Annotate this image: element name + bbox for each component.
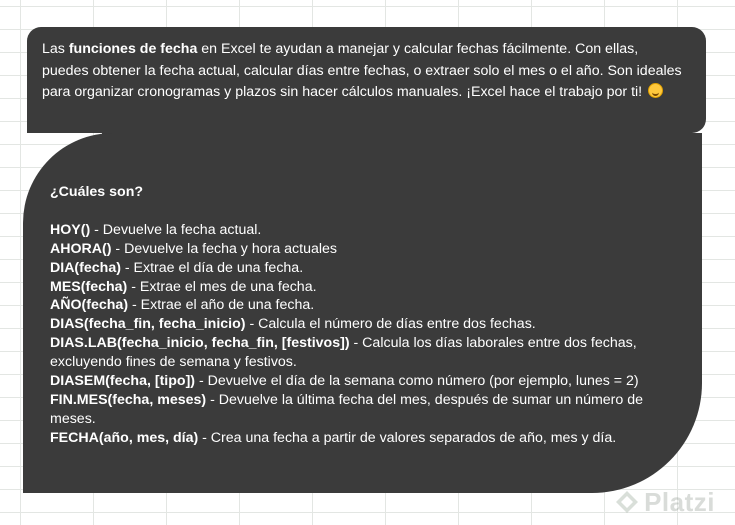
- function-description: - Extrae el día de una fecha.: [120, 259, 304, 276]
- list-item: [50, 372, 672, 391]
- list-item: [50, 334, 672, 372]
- function-description: - Devuelve la fecha y hora actuales: [111, 240, 338, 257]
- function-name: FECHA(año, mes, día): [50, 429, 199, 446]
- intro-text: en Excel te ayudan a manejar y calcular fechas fácilmente. Con ellas, puedes obtener la fecha actual, calcular días entre fechas, o extraer solo el mes o el año. Son ideales para organizar cronogramas y plazos sin hacer cálculos manuales. ¡Excel hace el trabajo por ti!: [42, 41, 682, 100]
- function-description: - Crea una fecha a partir de valores separados de año, mes y día.: [198, 429, 617, 446]
- list-item: [50, 221, 672, 240]
- list-item: [50, 259, 672, 278]
- list-item: [50, 429, 672, 448]
- list-item: [50, 296, 672, 315]
- function-name: MES(fecha): [50, 278, 128, 295]
- smiling-face-icon: [648, 83, 663, 98]
- intro-prefix: Las: [42, 41, 69, 57]
- functions-list-bubble: [23, 133, 702, 493]
- function-name: DIAS.LAB(fecha_inicio, fecha_fin, [festivos]): [50, 335, 350, 352]
- watermark-text: Platzi: [644, 486, 715, 517]
- list-item: [50, 391, 672, 429]
- function-description: - Devuelve el día de la semana como número (por ejemplo, lunes = 2): [195, 373, 639, 390]
- function-description: - Calcula el número de días entre dos fechas.: [245, 316, 536, 333]
- list-item: [50, 240, 672, 259]
- function-description: - Devuelve la fecha actual.: [90, 221, 262, 238]
- function-name: FIN.MES(fecha, meses): [50, 391, 207, 408]
- function-name: AÑO(fecha): [50, 297, 129, 314]
- function-name: AHORA(): [50, 240, 112, 257]
- function-description: - Calcula los días laborales entre dos fechas, excluyendo fines de semana y festivos.: [50, 335, 637, 371]
- platzi-logo-icon: [614, 489, 640, 515]
- platzi-watermark: [614, 485, 715, 519]
- function-description: - Devuelve la última fecha del mes, después de sumar un número de meses.: [50, 391, 644, 427]
- function-name: DIA(fecha): [50, 259, 121, 276]
- function-name: DIAS(fecha_fin, fecha_inicio): [50, 316, 246, 333]
- list-item: [50, 278, 672, 297]
- intro-message-bubble: [27, 27, 706, 133]
- list-item: [50, 315, 672, 334]
- list-heading: ¿Cuáles son?: [50, 184, 144, 200]
- function-name: HOY(): [50, 221, 91, 238]
- function-name: DIASEM(fecha, [tipo]): [50, 373, 196, 390]
- function-description: - Extrae el mes de una fecha.: [127, 278, 317, 295]
- intro-bold-term: funciones de fecha: [68, 41, 198, 57]
- function-description: - Extrae el año de una fecha.: [128, 297, 315, 314]
